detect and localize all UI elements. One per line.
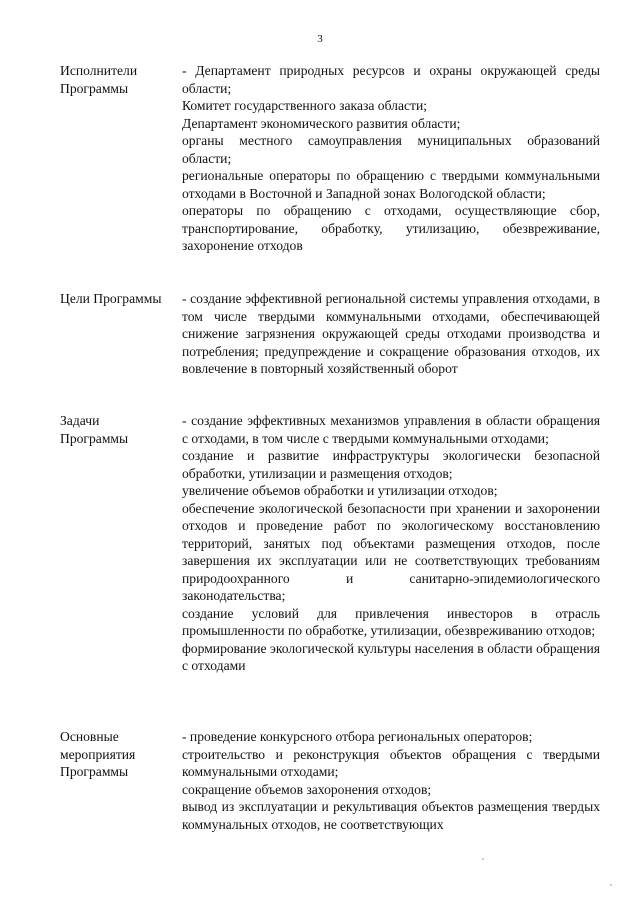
section-label xyxy=(60,728,178,781)
list-item: региональные операторы по обращению с твердыми коммунальными отходами в Восточной и Западной зонах Вологодской области; xyxy=(182,168,600,201)
list-item: формирование экологической культуры населения в области обращения с отходами xyxy=(182,640,600,673)
list-item: сокращение объемов захоронения отходов; xyxy=(182,781,432,797)
section-label xyxy=(60,412,178,447)
label-line: Программы xyxy=(60,430,129,446)
section-tasks xyxy=(60,412,600,675)
list-item: вывод из эксплуатации и рекультивация объектов размещения твердых коммунальных отходов, не соответствующих xyxy=(182,799,600,832)
list-item: Департамент экономического развития области; xyxy=(182,115,461,131)
section-executors xyxy=(60,62,600,255)
list-item: - Департамент природных ресурсов и охраны окружающей среды области; xyxy=(182,63,600,96)
list-item: - проведение конкурсного отбора региональных операторов; xyxy=(182,729,533,744)
section-goals xyxy=(60,290,600,378)
label-line: Задачи xyxy=(60,413,100,428)
list-item: Комитет государственного заказа области; xyxy=(182,98,428,113)
scan-speck xyxy=(482,858,484,860)
list-item: органы местного самоуправления муниципальных образований области; xyxy=(182,133,600,166)
list-item: создание условий для привлечения инвесторов в отрасль промышленности по обработке, утилизации, обезвреживанию отходов; xyxy=(182,605,600,638)
list-item: операторы по обращению с отходами, осуществляющие сбор, транспортирование, обработку, утилизацию, обезвреживание, захоронение отходов xyxy=(182,203,600,253)
section-label xyxy=(60,62,178,97)
section-label xyxy=(60,290,178,308)
list-item: - создание эффективной региональной системы управления отходами, в том числе твердыми коммунальными отходами, обеспечивающей снижение загрязнения окружающей среды отходами производства и потребления; предупреждение и сокращение образования отходов, их вовлечение в повторный хозяйственный оборот xyxy=(182,291,600,376)
page-number: 3 xyxy=(317,33,323,45)
label-line: Основные xyxy=(60,729,119,744)
label-line: Цели Программы xyxy=(60,291,162,306)
section-content xyxy=(182,290,600,378)
label-line: Исполнители xyxy=(60,63,138,78)
list-item: создание и развитие инфраструктуры экологически безопасной обработки, утилизации и размещения отходов; xyxy=(182,448,600,481)
label-line: Программы xyxy=(60,764,129,779)
label-line: мероприятия xyxy=(60,746,136,762)
section-content xyxy=(182,62,600,255)
list-item: - создание эффективных механизмов управления в области обращения с отходами, в том числе с твердыми коммунальными отходами; xyxy=(182,413,600,446)
section-content xyxy=(182,728,600,833)
list-item: строительство и реконструкция объектов обращения с твердыми коммунальными отходами; xyxy=(182,746,600,779)
section-content xyxy=(182,412,600,675)
section-main-activities xyxy=(60,728,600,833)
label-line: Программы xyxy=(60,80,129,96)
list-item: обеспечение экологической безопасности при хранении и захоронении отходов и проведение работ по экологическому восстановлению территорий, занятых под объектами размещения отходов, после завершения их эксплуатации или не соответствующих требованиям природоохранного и санитарно-эпидемиологического законодательства; xyxy=(182,500,600,603)
scan-speck xyxy=(610,884,612,886)
list-item: увеличение объемов обработки и утилизации отходов; xyxy=(182,483,498,498)
